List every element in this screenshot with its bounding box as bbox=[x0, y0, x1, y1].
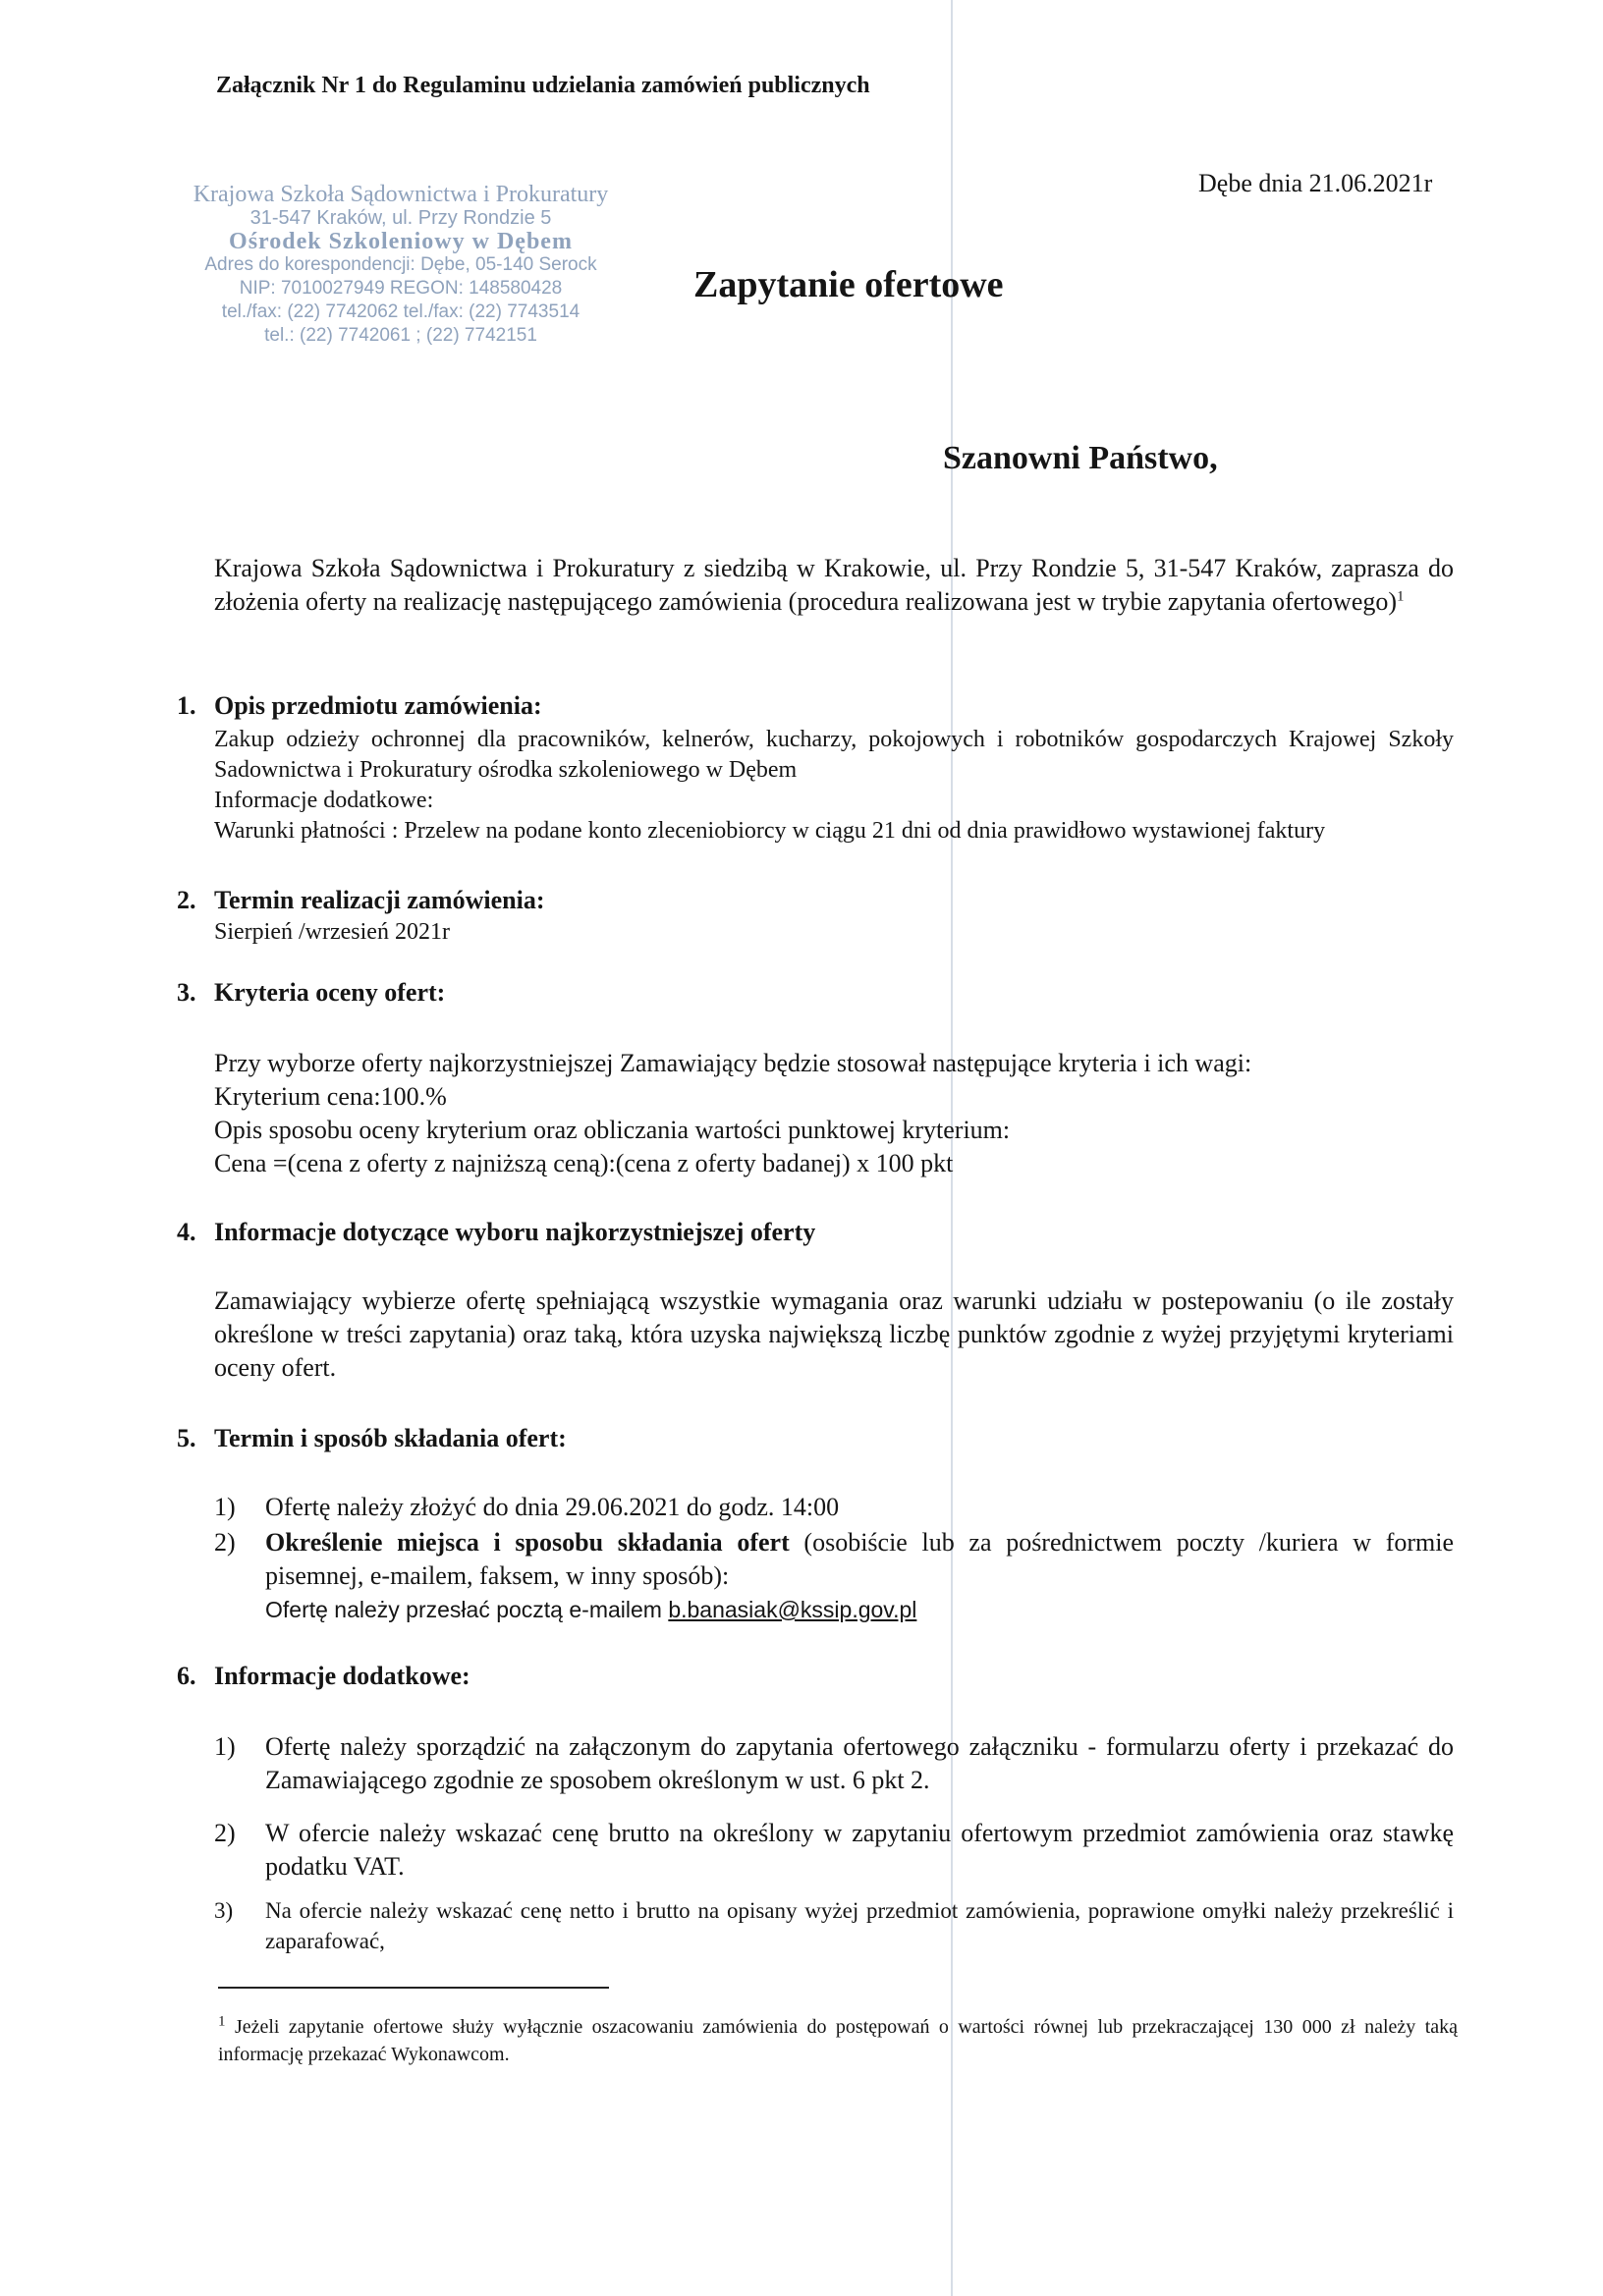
list-item: 2) W ofercie należy wskazać cenę brutto na określony w zapytaniu ofertowym przedmiot zamówienia oraz stawkę podatku VAT. bbox=[214, 1819, 1454, 1881]
stamp-line: NIP: 7010027949 REGON: 148580428 bbox=[239, 278, 563, 299]
stamp-line: tel./fax: (22) 7742062 tel./fax: (22) 7743514 bbox=[221, 301, 580, 322]
list-item: 1) Ofertę należy złożyć do dnia 29.06.2021 do godz. 14:00 bbox=[214, 1493, 840, 1521]
section-4-title: Informacje dotyczące wyboru najkorzystniejszej oferty bbox=[214, 1218, 816, 1246]
section-2-title: Termin realizacji zamówienia: bbox=[214, 886, 545, 914]
document-date: Dębe dnia 21.06.2021r bbox=[1198, 169, 1433, 197]
section-1-description: Zakup odzieży ochronnej dla pracowników, kelnerów, kucharzy, pokojowych i robotników gospodarczych Krajowej Szkoły Sadownictwa i Prokuratury ośrodka szkoleniowego w Dębem bbox=[214, 727, 1454, 783]
section-3-number: 3. bbox=[177, 978, 196, 1007]
section-5-list bbox=[214, 1491, 1454, 1626]
section-6-number: 6. bbox=[177, 1662, 196, 1690]
stamp-line: Krajowa Szkoła Sądownictwa i Prokuratury bbox=[193, 182, 609, 207]
intro-paragraph bbox=[214, 552, 1454, 619]
stamp-line: Adres do korespondencji: Dębe, 05-140 Serock bbox=[204, 254, 597, 275]
section-6-list bbox=[214, 1730, 1454, 1884]
section-2-number: 2. bbox=[177, 886, 196, 914]
section-3-method: Opis sposobu oceny kryterium oraz obliczania wartości punktowej kryterium: bbox=[214, 1116, 1011, 1144]
section-5-title: Termin i sposób składania ofert: bbox=[214, 1424, 567, 1452]
document-title: Zapytanie ofertowe bbox=[693, 264, 1004, 305]
list-item: 1) Ofertę należy sporządzić na załączonym do zapytania ofertowego załączniku - formularzu oferty i przekazać do Zamawiającego zgodnie ze sposobem określonym w ust. 6 pkt 2. bbox=[214, 1732, 1454, 1794]
list-item: 2) Określenie miejsca i sposobu składania ofert (osobiście lub za pośrednictwem poczty /kuriera w formie pisemnej, e-mailem, faksem, w inny sposób): Ofertę należy przesłać pocztą e-mailem b.banasiak@kssip.gov.pl bbox=[214, 1528, 1454, 1622]
section-5-number: 5. bbox=[177, 1424, 196, 1452]
footnote-text: Jeżeli zapytanie ofertowe służy wyłącznie oszacowaniu zamówienia do postępowań o wartości równej lub przekraczającej 130 000 zł należy taką informację przekazać Wykonawcom. bbox=[218, 2016, 1459, 2065]
section-3-body bbox=[214, 1047, 1454, 1180]
footnote bbox=[218, 2013, 1458, 2068]
footnote-divider bbox=[218, 1987, 609, 1989]
section-3-intro: Przy wyborze oferty najkorzystniejszej Zamawiający będzie stosował następujące kryteria i ich wagi: bbox=[214, 1049, 1252, 1077]
stamp-line: 31-547 Kraków, ul. Przy Rondzie 5 bbox=[249, 207, 552, 229]
section-1-additional-label: Informacje dodatkowe: bbox=[214, 788, 434, 813]
section-3-criterion: Kryterium cena:100.% bbox=[214, 1082, 447, 1111]
section-3-formula: Cena =(cena z oferty z najniższą ceną):(cena z oferty badanej) x 100 pkt bbox=[214, 1149, 954, 1177]
section-4-body: Zamawiający wybierze ofertę spełniającą wszystkie wymagania oraz warunki udziału w postepowaniu (o ile zostały określone w treści zapytania) oraz taką, która uzyska największą liczbę punktów zgodnie z wyżej przyjętymi kryteriami oceny ofert. bbox=[214, 1286, 1454, 1382]
section-6-title: Informacje dodatkowe: bbox=[214, 1662, 470, 1690]
footnote-marker: 1 bbox=[218, 2013, 226, 2030]
salutation: Szanowni Państwo, bbox=[943, 440, 1218, 476]
list-item: 3) Na ofercie należy wskazać cenę netto i brutto na opisany wyżej przedmiot zamówienia, poprawione omyłki należy przekreślić i zaparafować, bbox=[214, 1898, 1454, 1953]
email-link[interactable]: b.banasiak@kssip.gov.pl bbox=[668, 1597, 917, 1622]
annex-header: Załącznik Nr 1 do Regulaminu udzielania zamówień publicznych bbox=[216, 73, 870, 98]
section-1-number: 1. bbox=[177, 691, 196, 720]
stamp-line: tel.: (22) 7742061 ; (22) 7742151 bbox=[264, 325, 537, 346]
submission-method-label: Określenie miejsca i sposobu składania ofert bbox=[265, 1528, 790, 1557]
section-1-title: Opis przedmiotu zamówienia: bbox=[214, 691, 542, 720]
section-4-number: 4. bbox=[177, 1218, 196, 1246]
section-1-payment-terms: Warunki płatności : Przelew na podane konto zleceniobiorcy w ciągu 21 dni od dnia prawidłowo wystawionej faktury bbox=[214, 818, 1326, 844]
institution-stamp bbox=[155, 183, 646, 348]
section-2-body: Sierpień /wrzesień 2021r bbox=[214, 919, 450, 945]
section-6-list-continued bbox=[214, 1895, 1454, 1956]
section-3-title: Kryteria oceny ofert: bbox=[214, 978, 446, 1007]
intro-text: Krajowa Szkoła Sądownictwa i Prokuratury z siedzibą w Krakowie, ul. Przy Rondzie 5, 31-547 Kraków, zaprasza do złożenia oferty na realizację następującego zamówienia (procedura realizowana jest w trybie zapytania ofertowego) bbox=[214, 554, 1454, 616]
footnote-marker: 1 bbox=[1397, 588, 1405, 605]
section-1-body bbox=[214, 725, 1454, 847]
stamp-line: Ośrodek Szkoleniowy w Dębem bbox=[229, 229, 573, 254]
